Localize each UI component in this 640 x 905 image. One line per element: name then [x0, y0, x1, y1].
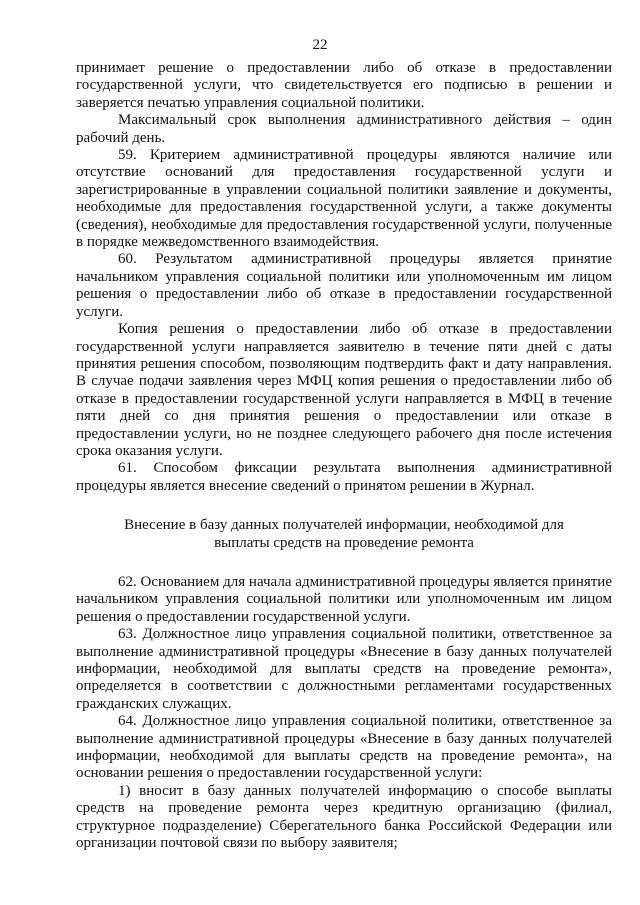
list-item-1: 1) вносит в базу данных получателей информацию о способе выплаты средств на проведение ремонта через кредитную организацию (филиал, структурное подразделение) Сберегательного банка Российской Федерации или организации почтовой связи по выбору заявителя;	[76, 782, 612, 852]
paragraph-copy-decision: Копия решения о предоставлении либо об отказе в предоставлении государственной услуги направляется заявителю в течение пяти дней с даты принятия решения способом, позволяющим подтвердить факт и дату направления. В случае подачи заявления через МФЦ копия решения о предоставлении либо об отказе в предоставлении государственной услуги направляется в МФЦ в течение пяти дней со дня принятия решения о предоставлении или отказе в предоставлении услуги, но не позднее следующего рабочего дня после истечения срока оказания услуги.	[76, 321, 612, 459]
section-heading: Внесение в базу данных получателей информации, необходимой для выплаты средств на проведение ремонта	[124, 517, 564, 551]
paragraph-62: 62. Основанием для начала административной процедуры является принятие начальником управления социальной политики или уполномоченным им лицом решения о предоставлении государственной услуги.	[76, 573, 612, 625]
paragraph-59: 59. Критерием административной процедуры являются наличие или отсутствие оснований для предоставления государственной услуги и зарегистрированные в управлении социальной политики заявление и документы, необходимые для предоставления государственной услуги, а также документы (сведения), необходимые для предоставления государственной услуги, полученные в порядке межведомственного взаимодействия.	[76, 147, 612, 251]
document-body	[76, 60, 612, 852]
paragraph-64: 64. Должностное лицо управления социальной политики, ответственное за выполнение административной процедуры «Внесение в базу данных получателей информации, необходимой для выплаты средств на проведение ремонта», на основании решения о предоставлении государственной услуги:	[76, 713, 612, 782]
paragraph-max-term: Максимальный срок выполнения административного действия – один рабочий день.	[76, 112, 612, 146]
paragraph-61: 61. Способом фиксации результата выполнения административной процедуры является внесение сведений о принятом решении в Журнал.	[76, 460, 612, 494]
page-number: 22	[312, 37, 328, 53]
paragraph-continuation: принимает решение о предоставлении либо об отказе в предоставлении государственной услуги, что свидетельствуется его подписью в решении и заверяется печатью управления социальной политики.	[76, 60, 612, 111]
paragraph-63: 63. Должностное лицо управления социальной политики, ответственное за выполнение административной процедуры «Внесение в базу данных получателей информации, необходимой для выплаты средств на проведение ремонта», определяется в соответствии с должностными регламентами государственных гражданских служащих.	[76, 626, 612, 712]
paragraph-60: 60. Результатом административной процедуры является принятие начальником управления социальной политики или уполномоченным им лицом решения о предоставлении либо об отказе в предоставлении государственной услуги.	[76, 251, 612, 320]
